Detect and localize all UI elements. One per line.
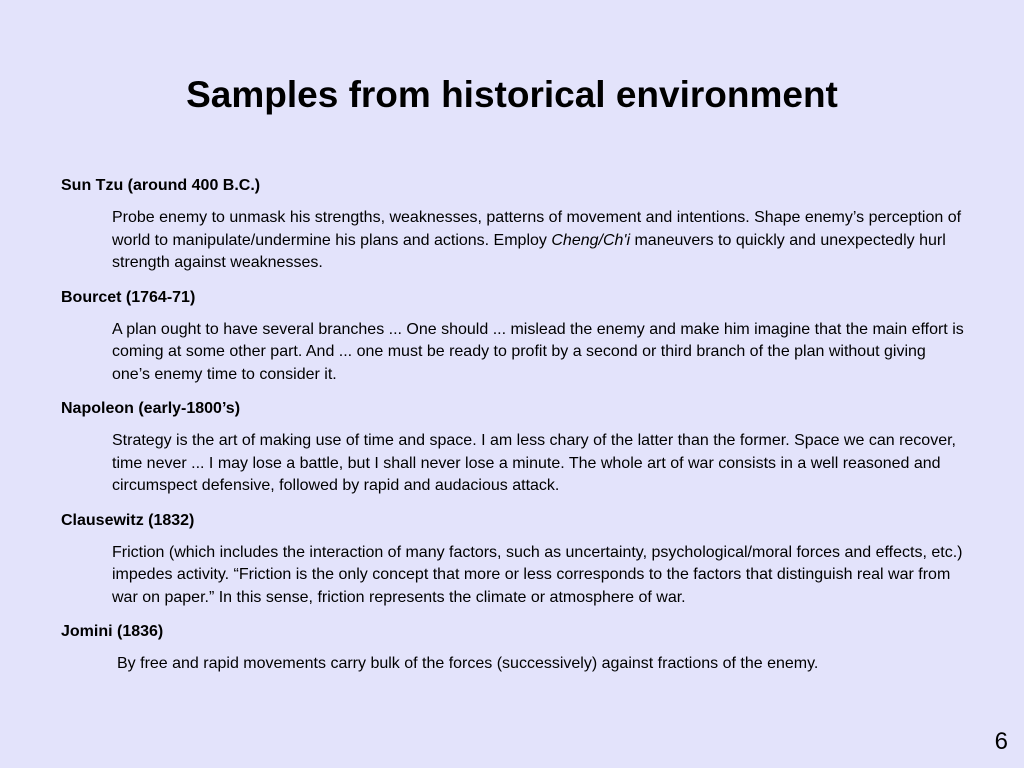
sun-tzu-text-part-1: Probe enemy to unmask his strengths, weaknesses, patterns of movement and intentions. Shape enemy’s perception of world to manipulate/undermine his plans and actions. Employ [112, 209, 962, 249]
section-heading-jomini: Jomini (1836) [61, 623, 164, 640]
section-heading-napoleon: Napoleon (early-1800’s) [61, 400, 241, 417]
section-text-jomini: By free and rapid movements carry bulk of the forces (successively) against fractions of the enemy. [117, 655, 819, 672]
section-heading-bourcet: Bourcet (1764-71) [61, 288, 196, 306]
sun-tzu-text-part-2: maneuvers to quickly and unexpectedly hurl strength against weaknesses. [112, 231, 946, 271]
section-text-sun-tzu [112, 207, 966, 275]
section-heading-clausewitz: Clausewitz (1832) [61, 511, 195, 529]
section-text-bourcet: A plan ought to have several branches ... One should ... mislead the enemy and make him imagine that the main effort is coming at some other part. And ... one must be ready to profit by a second or third branch of the plan without giving one’s enemy time to consider it. [112, 320, 964, 383]
page-number: 6 [994, 728, 1008, 755]
sun-tzu-text-italic: Cheng/Ch'i [551, 231, 631, 249]
slide-title: Samples from historical environment [186, 74, 838, 115]
slide-content [61, 175, 966, 688]
section-text-napoleon: Strategy is the art of making use of time and space. I am less chary of the latter than the former. Space we can recover, time never ... I may lose a battle, but I shall never lose a minute. The whole art of war consists in a well reasoned and circumspect defensive, followed by rapid and audacious attack. [112, 432, 956, 494]
section-text-clausewitz: Friction (which includes the interaction of many factors, such as uncertainty, psychological/moral forces and effects, etc.) impedes activity. “Friction is the only concept that more or less corresponds to the factors that distinguish real war from war on paper.” In this sense, friction represents the climate or atmosphere of war. [112, 543, 963, 606]
section-heading-sun-tzu: Sun Tzu (around 400 B.C.) [61, 177, 261, 194]
